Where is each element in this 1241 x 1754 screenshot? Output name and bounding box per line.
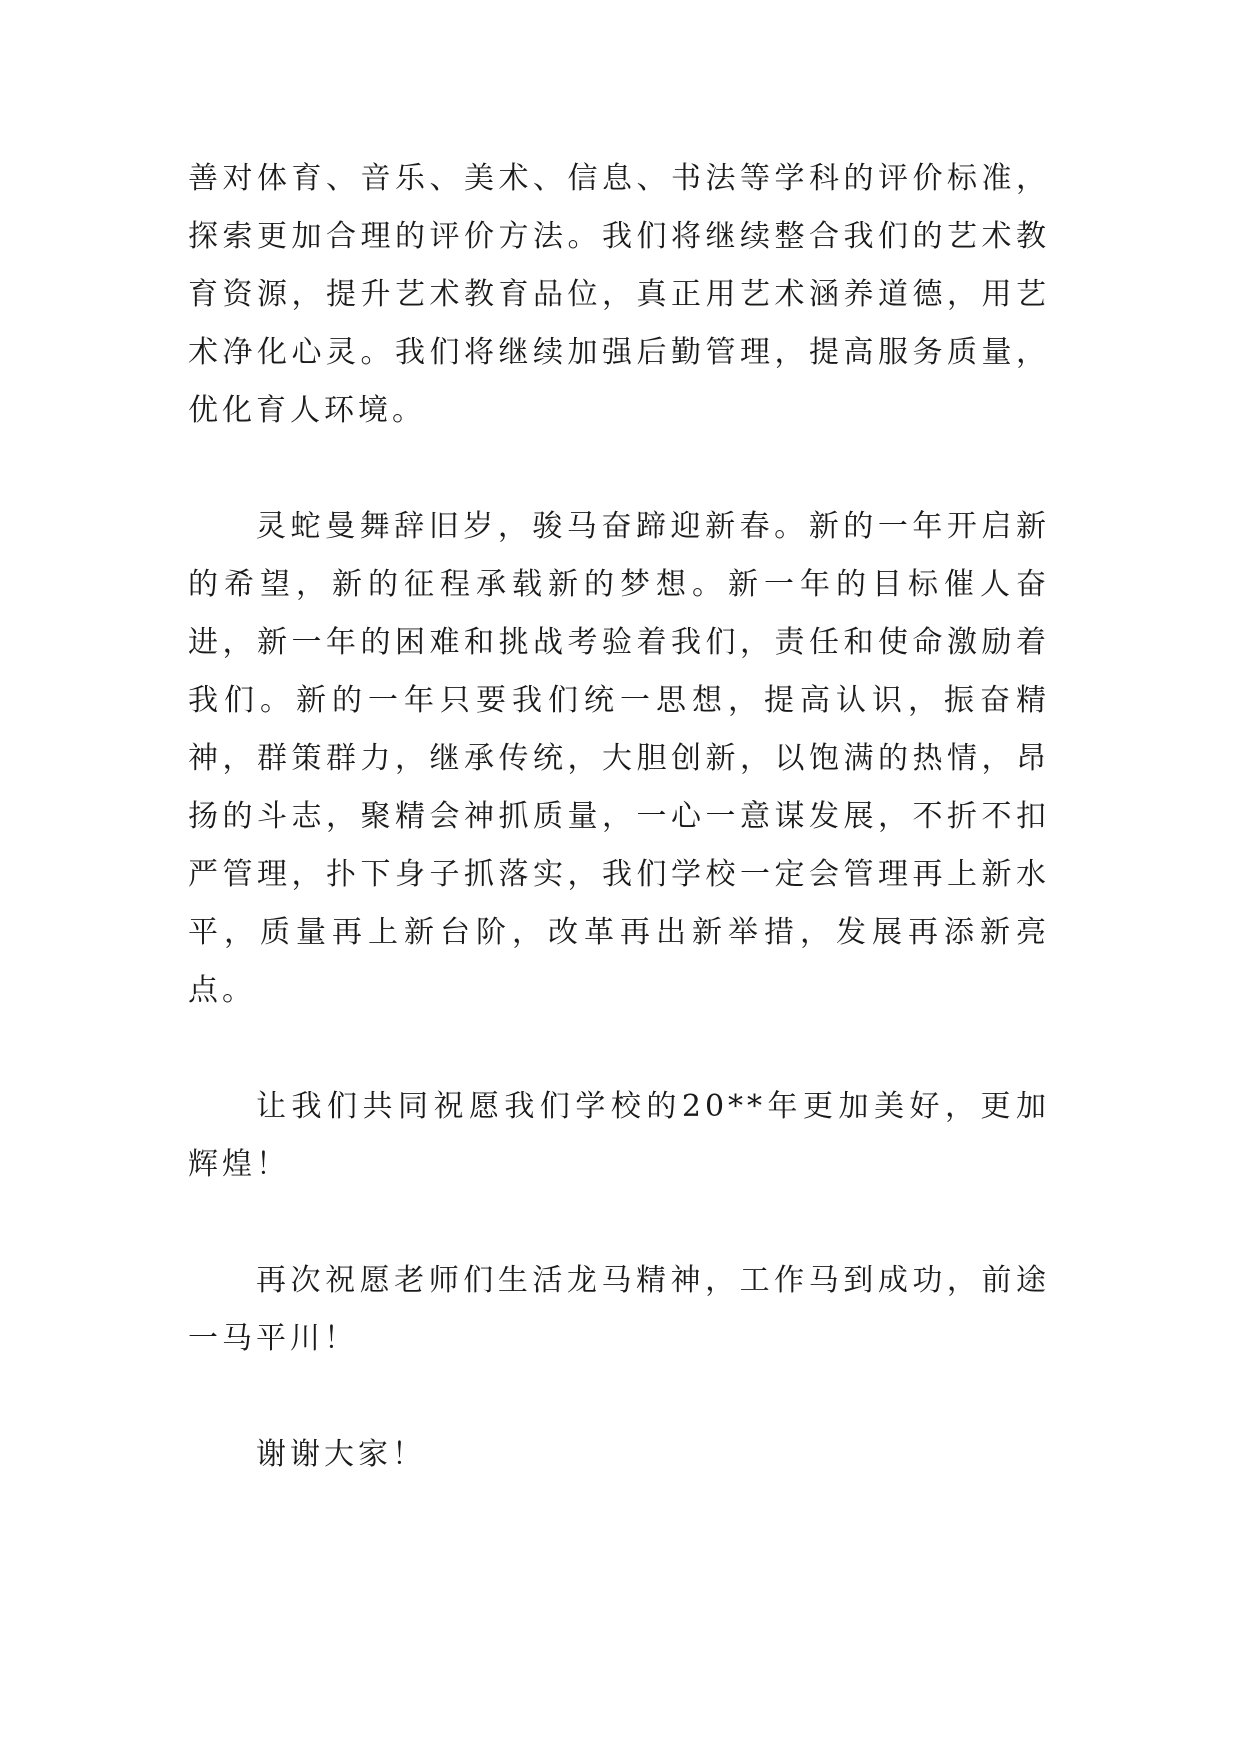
paragraph-continued: 善对体育、音乐、美术、信息、书法等学科的评价标准，探索更加合理的评价方法。我们将继续整合我们的艺术教育资源，提升艺术教育品位，真正用艺术涵养道德，用艺术净化心灵。我们将继续加强后勤管理，提高服务质量，优化育人环境。: [188, 161, 1050, 428]
paragraph-teacher-wish: 再次祝愿老师们生活龙马精神，工作马到成功，前途一马平川！: [188, 1263, 1050, 1356]
paragraph-school-wish: 让我们共同祝愿我们学校的20**年更加美好，更加辉煌！: [188, 1089, 1050, 1182]
document-body: [188, 150, 1050, 1484]
paragraph-new-year-vision: 灵蛇曼舞辞旧岁，骏马奋蹄迎新春。新的一年开启新的希望，新的征程承载新的梦想。新一年的目标催人奋进，新一年的困难和挑战考验着我们，责任和使命激励着我们。新的一年只要我们统一思想，提高认识，振奋精神，群策群力，继承传统，大胆创新，以饱满的热情，昂扬的斗志，聚精会神抓质量，一心一意谋发展，不折不扣严管理，扑下身子抓落实，我们学校一定会管理再上新水平，质量再上新台阶，改革再出新举措，发展再添新亮点。: [188, 509, 1050, 1008]
paragraph-thanks: 谢谢大家！: [256, 1437, 426, 1472]
